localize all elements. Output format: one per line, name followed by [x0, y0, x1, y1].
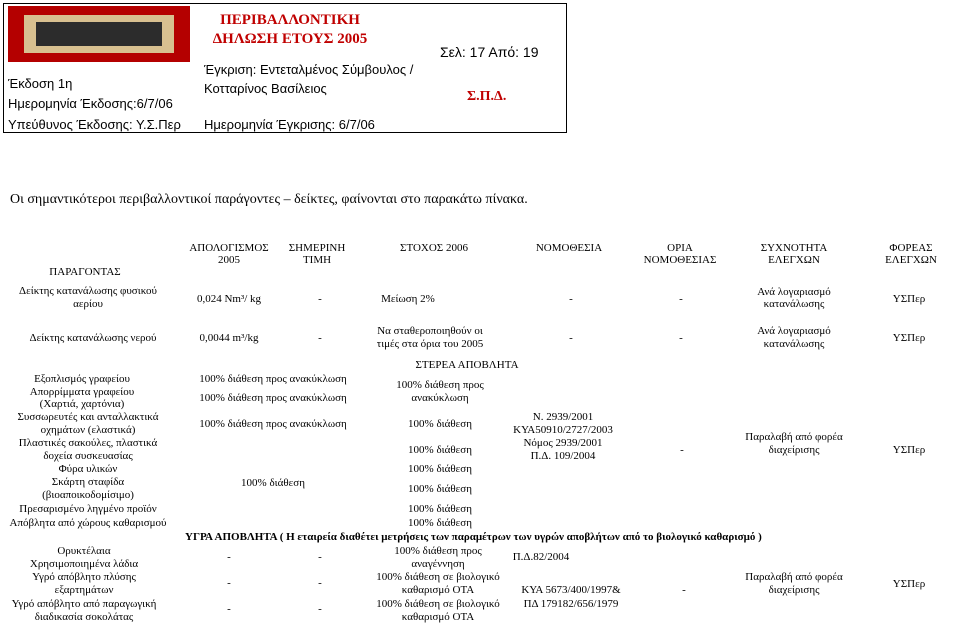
solid-item: (βιοαποικοδομίσιμο): [42, 489, 134, 501]
gas-freq-1: Ανά λογαριασμό: [757, 286, 831, 298]
solid-account: 100% διάθεση προς ανακύκλωση: [199, 373, 347, 385]
solid-item: Εξοπλισμός γραφείου: [34, 373, 130, 385]
solid-section-title: ΣΤΕΡΕΑ ΑΠΟΒΛΗΤΑ: [415, 359, 519, 371]
water-freq-2: κατανάλωσης: [763, 338, 825, 350]
liquid-item: διαδικασία σοκολάτας: [34, 611, 134, 623]
company-logo: [8, 6, 190, 62]
issuer: Υπεύθυνος Έκδοσης: Υ.Σ.Περ: [8, 117, 181, 132]
edition: Έκδοση 1η: [8, 76, 73, 91]
solid-law: Νόμος 2939/2001: [523, 437, 603, 449]
doc-code: Σ.Π.Δ.: [467, 89, 507, 104]
solid-freq-1: Παραλαβή από φορέα: [745, 431, 843, 443]
page-info: Σελ: 17 Από: 19: [440, 44, 539, 60]
gas-current: -: [318, 293, 322, 305]
solid-item: Σκάρτη σταφίδα: [51, 476, 125, 488]
document-title-line2: ΔΗΛΩΣΗ ΕΤΟΥΣ 2005: [212, 31, 368, 47]
liquid-target: 100% διάθεση προς: [394, 545, 482, 557]
header-law: ΝΟΜΟΘΕΣΙΑ: [535, 242, 603, 254]
header-freq-1: ΣΥΧΝΟΤΗΤΑ: [760, 242, 828, 254]
edition-date: Ημερομηνία Έκδοσης:6/7/06: [8, 96, 173, 111]
solid-law: Π.Δ. 109/2004: [530, 450, 596, 462]
solid-item: Απορρίμματα γραφείου: [29, 386, 135, 398]
header-freq-2: ΕΛΕΓΧΩΝ: [768, 254, 820, 266]
solid-target: 100% διάθεση: [408, 444, 472, 456]
intro-text: Οι σημαντικότεροι περιβαλλοντικοί παράγοντες – δείκτες, φαίνονται στο παρακάτω πίνακα.: [10, 192, 528, 207]
liquid-item: Υγρό απόβλητο από παραγωγική: [11, 598, 157, 610]
liquid-current: -: [318, 577, 322, 589]
liquid-account: -: [227, 577, 231, 589]
solid-target: 100% διάθεση: [408, 463, 472, 475]
solid-freq-2: διαχείρισης: [768, 444, 820, 456]
liquid-section-title: ΥΓΡΑ ΑΠΟΒΛΗΤΑ ( Η εταιρεία διαθέτει μετρήσεις των παραμέτρων των υγρών αποβλήτων από το βιολογικό καθαρισμό ): [185, 531, 762, 543]
water-target-1: Να σταθεροποιηθούν οι: [377, 325, 483, 337]
liquid-freq-2: διαχείρισης: [768, 584, 820, 596]
liquid-account: -: [227, 551, 231, 563]
liquid-freq-1: Παραλαβή από φορέα: [745, 571, 843, 583]
liquid-target: αναγέννηση: [411, 558, 465, 570]
header-current-2: ΤΙΜΗ: [302, 254, 332, 266]
water-limits: -: [679, 332, 683, 344]
gas-limits: -: [679, 293, 683, 305]
liquid-limits: -: [682, 584, 686, 596]
solid-item: δοχεία συσκευασίας: [43, 450, 133, 462]
liquid-target: καθαρισμό ΟΤΑ: [401, 584, 475, 596]
solid-target: 100% διάθεση: [408, 483, 472, 495]
header-account-1: ΑΠΟΛΟΓΙΣΜΟΣ: [189, 242, 269, 254]
water-current: -: [318, 332, 322, 344]
liquid-law: ΠΔ 179182/656/1979: [523, 598, 619, 610]
solid-account: 100% διάθεση προς ανακύκλωση: [199, 392, 347, 404]
solid-target: ανακύκλωση: [411, 392, 469, 404]
solid-item: Πλαστικές σακούλες, πλαστικά: [18, 437, 158, 449]
liquid-account: -: [227, 603, 231, 615]
document-title-line1: ΠΕΡΙΒΑΛΛΟΝΤΙΚΗ: [220, 12, 360, 28]
liquid-item: εξαρτημάτων: [54, 584, 114, 596]
liquid-target: 100% διάθεση σε βιολογικό: [376, 571, 500, 583]
header-limits-1: ΟΡΙΑ: [667, 242, 693, 254]
approval-line2: Κοτταρίνος Βασίλειος: [204, 81, 327, 96]
liquid-item: Ορυκτέλαια: [57, 545, 111, 557]
liquid-target: καθαρισμό ΟΤΑ: [401, 611, 475, 623]
gas-body: ΥΣΠερ: [892, 293, 926, 305]
approval-line1: Έγκριση: Εντεταλμένος Σύμβουλος /: [204, 62, 414, 77]
liquid-item: Υγρό απόβλητο πλύσης: [32, 571, 136, 583]
solid-item: Απόβλητα από χώρους καθαρισμού: [9, 517, 167, 529]
gas-account: 0,024 Nm³/ kg: [196, 293, 262, 305]
water-law: -: [569, 332, 573, 344]
approval-date: Ημερομηνία Έγκρισης: 6/7/06: [204, 117, 375, 132]
liquid-item: Χρησιμοποιημένα λάδια: [29, 558, 139, 570]
solid-account: 100% διάθεση: [241, 477, 305, 489]
solid-target: 100% διάθεση προς: [396, 379, 484, 391]
solid-law: ΚΥΑ50910/2727/2003: [513, 424, 613, 436]
header-body-2: ΕΛΕΓΧΩΝ: [885, 254, 937, 266]
solid-law: Ν. 2939/2001: [532, 411, 594, 423]
gas-target: Μείωση 2%: [381, 293, 435, 305]
water-label: Δείκτης κατανάλωσης νερού: [29, 332, 157, 344]
liquid-current: -: [318, 551, 322, 563]
liquid-law: Π.Δ.82/2004: [512, 551, 570, 563]
water-body: ΥΣΠερ: [892, 332, 926, 344]
liquid-current: -: [318, 603, 322, 615]
solid-item: Πρεσαρισμένο ληγμένο προϊόν: [19, 503, 157, 515]
gas-law: -: [569, 293, 573, 305]
solid-limits: -: [680, 444, 684, 456]
gas-label-2: αερίου: [73, 298, 103, 310]
header-target: ΣΤΟΧΟΣ 2006: [400, 242, 468, 254]
water-freq-1: Ανά λογαριασμό: [757, 325, 831, 337]
solid-target: 100% διάθεση: [408, 503, 472, 515]
liquid-law: ΚΥΑ 5673/400/1997&: [521, 584, 621, 596]
liquid-body: ΥΣΠερ: [892, 578, 926, 590]
gas-freq-2: κατανάλωσης: [763, 298, 825, 310]
solid-item: (Χαρτιά, χαρτόνια): [39, 398, 125, 410]
solid-target: 100% διάθεση: [408, 418, 472, 430]
solid-target: 100% διάθεση: [408, 517, 472, 529]
header-limits-2: ΝΟΜΟΘΕΣΙΑΣ: [643, 254, 717, 266]
header-current-1: ΣΗΜΕΡΙΝΗ: [288, 242, 346, 254]
solid-body: ΥΣΠερ: [892, 444, 926, 456]
header-account-2: 2005: [218, 254, 240, 266]
solid-account: 100% διάθεση προς ανακύκλωση: [199, 418, 347, 430]
water-account: 0,0044 m³/kg: [199, 332, 259, 344]
solid-item: Φύρα υλικών: [58, 463, 118, 475]
solid-item: Συσσωρευτές και ανταλλακτικά: [17, 411, 159, 423]
header-factors: ΠΑΡΑΓΟΝΤΑΣ: [49, 266, 121, 278]
gas-label-1: Δείκτης κατανάλωσης φυσικού: [19, 285, 157, 297]
water-target-2: τιμές στα όρια του 2005: [376, 338, 484, 350]
liquid-target: 100% διάθεση σε βιολογικό: [376, 598, 500, 610]
solid-item: οχημάτων (ελαστικά): [40, 424, 136, 436]
header-body-1: ΦΟΡΕΑΣ: [889, 242, 933, 254]
